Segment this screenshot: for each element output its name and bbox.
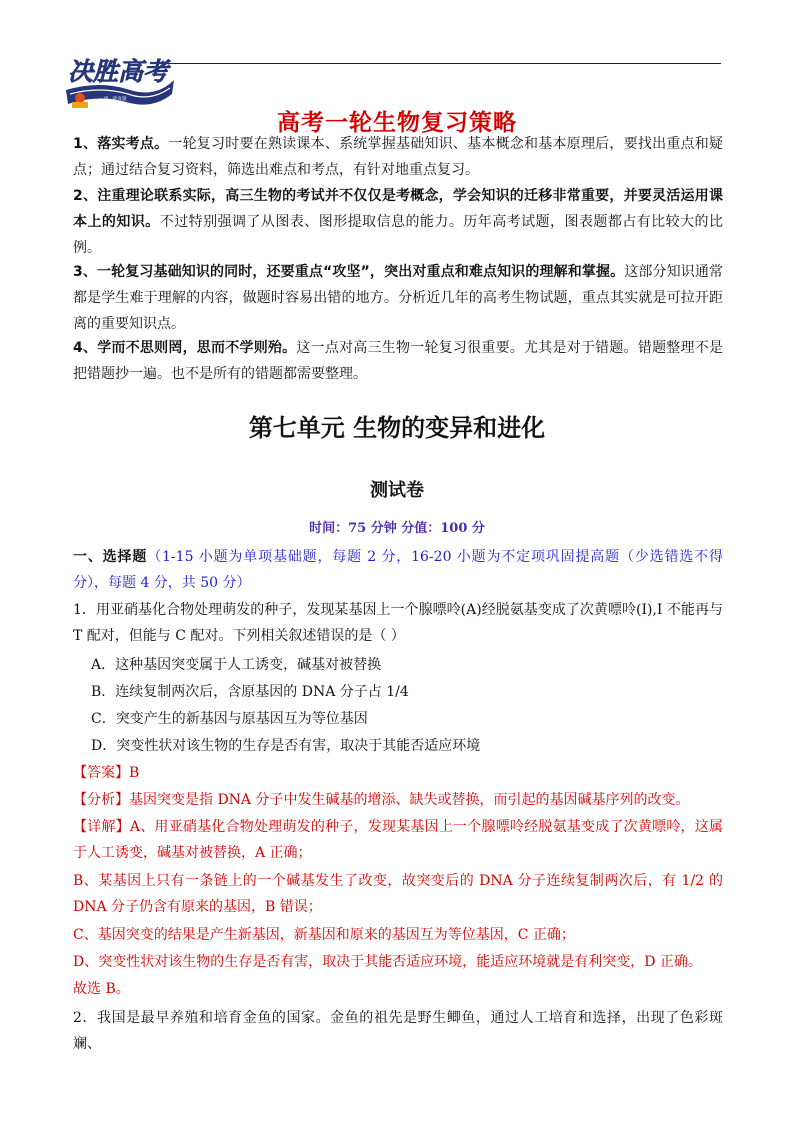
section-label: 一、选择题	[73, 549, 148, 565]
question-2-stem: 2．我国是最早养殖和培育金鱼的国家。金鱼的祖先是野生鲫鱼，通过人工培育和选择，出现了色彩斑斓、	[73, 1010, 723, 1052]
strategy-paragraph-3	[73, 259, 723, 337]
strategy-paragraph-1	[73, 131, 723, 183]
question-1-conclusion: 故选 B。	[73, 981, 130, 997]
test-title: 测试卷	[370, 480, 424, 501]
question-1-option-a: A．这种基因突变属于人工诱变，碱基对被替换	[91, 657, 382, 673]
unit-title: 第七单元 生物的变异和进化	[248, 414, 546, 442]
question-1-detail-d: D、突变性状对该生物的生存是否有害，取决于其能否适应环境，能适应环境就是有利突变，D 正确。	[73, 954, 702, 970]
strategy-lead-2: 2、注重理论联系实际，高三生物的考试并不仅仅是考概念，学会知识的迁移非常重要，并要灵活运用课本上的知识。	[73, 188, 723, 230]
strategy-lead-4: 4、学而不思则罔，思而不学则殆。	[73, 340, 297, 356]
section-description: （1-15 小题为单项基础题，每题 2 分，16-20 小题为不定项巩固提高题（少选错选不得分），每题 4 分，共 50 分）	[73, 549, 723, 591]
question-1-option-c: C．突变产生的新基因与原基因互为等位基因	[91, 711, 368, 727]
banner-title: 高考一轮生物复习策略	[277, 110, 517, 136]
strategy-body-1: 一轮复习时要在熟读课本、系统掌握基础知识、基本概念和基本原理后，要找出重点和疑点；通过结合复习资料，筛选出难点和考点，有针对地重点复习。	[73, 136, 723, 178]
section-heading	[73, 544, 723, 596]
strategy-body-2: 不过特别强调了从图表、图形提取信息的能力。历年高考试题，图表题都占有比较大的比例。	[73, 214, 724, 256]
svg-text:看一遍大纲: 看一遍大纲	[104, 104, 127, 109]
question-1-analysis: 【分析】基因突变是指 DNA 分子中发生碱基的增添、缺失或替换，而引起的基因碱基序列的改变。	[73, 792, 690, 808]
question-1-option-b: B．连续复制两次后，含原基因的 DNA 分子占 1/4	[91, 684, 409, 700]
svg-text:决胜高考: 决胜高考	[68, 57, 169, 86]
strategy-paragraph-2	[73, 183, 723, 261]
question-1-detail-a: 【详解】A、用亚硝基化合物处理萌发的种子，发现某基因上一个腺嘌呤经脱氨基变成了次黄嘌呤，这属于人工诱变，碱基对被替换，A 正确；	[73, 819, 723, 861]
strategy-lead-1: 1、落实考点。	[73, 136, 169, 152]
strategy-paragraph-4	[73, 335, 723, 387]
question-1-answer: 【答案】B	[73, 765, 140, 781]
question-1-detail-c: C、基因突变的结果是产生新基因，新基因和原来的基因互为等位基因，C 正确；	[73, 927, 575, 943]
header-rule	[165, 63, 721, 64]
question-1-detail-b: B、某基因上只有一条链上的一个碱基发生了改变，故突变后的 DNA 分子连续复制两次后，有 1/2 的 DNA 分子仍含有原来的基因，B 错误；	[73, 873, 723, 915]
question-1-stem: 1．用亚硝基化合物处理萌发的种子，发现某基因上一个腺嘌呤(A)经脱氨基变成了次黄嘌呤(I),I 不能再与 T 配对，但能与 C 配对。下列相关叙述错误的是（ ）	[73, 602, 723, 644]
time-score: 时间：75 分钟 分值：100 分	[309, 521, 485, 536]
question-1-option-d: D．突变性状对该生物的生存是否有害，取决于其能否适应环境	[91, 738, 481, 754]
strategy-body-4: 这一点对高三生物一轮复习很重要。尤其是对于错题。错题整理不是把错题抄一遍。也不是所有的错题都需要整理。	[73, 340, 723, 382]
svg-text:研一轮真题: 研一轮真题	[104, 97, 127, 102]
strategy-body-3: 这部分知识通常都是学生难于理解的内容，做题时容易出错的地方。分析近几年的高考生物试题，重点其实就是可拉开距离的重要知识点。	[73, 264, 723, 332]
strategy-lead-3: 3、一轮复习基础知识的同时，还要重点“攻坚”，突出对重点和难点知识的理解和掌握。	[73, 264, 625, 280]
